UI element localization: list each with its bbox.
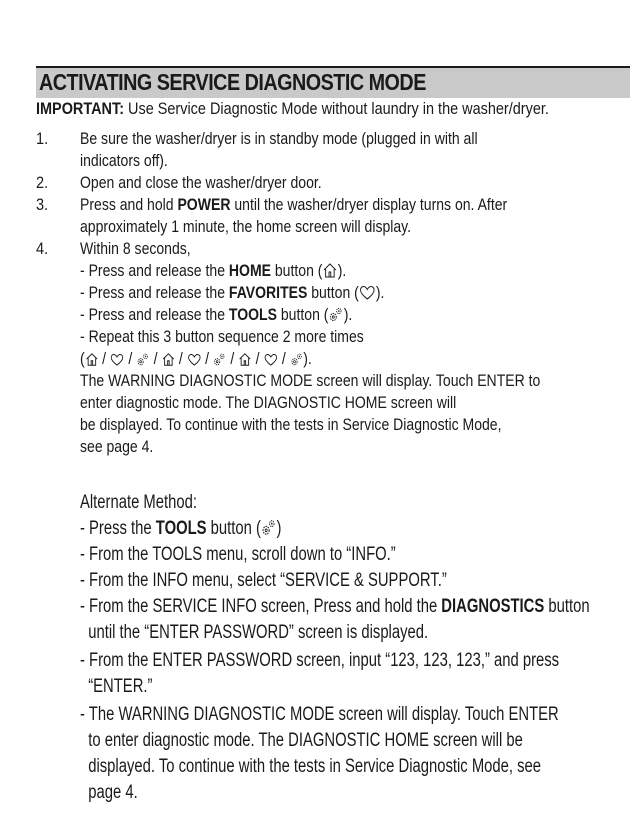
step-number: 2. (36, 174, 49, 192)
important-label: IMPORTANT: (36, 99, 125, 118)
home-icon (322, 262, 337, 279)
alt-support-instruction: - From the INFO menu, select “SERVICE & SUPPORT.” (80, 570, 447, 591)
home-instruction: - Press and release the HOME button ( ). (80, 262, 347, 280)
heart-icon (187, 353, 201, 367)
tools-instruction: - Press and release the TOOLS button ( ). (80, 306, 353, 324)
alt-warning-continued: displayed. To continue with the tests in Service Diagnostic Mode, see (80, 756, 542, 777)
step-text: Within 8 seconds, (80, 240, 191, 258)
section-heading: ACTIVATING SERVICE DIAGNOSTIC MODE (39, 69, 426, 95)
important-note (36, 99, 580, 119)
alt-info-instruction: - From the TOOLS menu, scroll down to “INFO.” (80, 544, 396, 565)
step-text: indicators off). (80, 152, 168, 170)
tools-icon (136, 352, 150, 367)
step-text: enter diagnostic mode. The DIAGNOSTIC HOME screen will (80, 394, 457, 412)
alt-warning-instruction: - The WARNING DIAGNOSTIC MODE screen will display. Touch ENTER (80, 704, 559, 725)
home-icon (161, 352, 175, 367)
step-text: Be sure the washer/dryer is in standby mode (plugged in with all (80, 130, 478, 148)
alt-password-instruction: - From the ENTER PASSWORD screen, input “123, 123, 123,” and press (80, 650, 560, 671)
step-text: be displayed. To continue with the tests in Service Diagnostic Mode, (80, 416, 502, 434)
alt-warning-continued: page 4. (80, 782, 138, 803)
home-icon (85, 352, 99, 367)
heart-icon (110, 353, 124, 367)
important-text: Use Service Diagnostic Mode without laundry in the washer/dryer. (124, 99, 549, 118)
tools-icon (328, 306, 343, 323)
repeat-instruction: - Repeat this 3 button sequence 2 more times (80, 328, 364, 346)
tools-icon (261, 518, 277, 537)
tools-icon (213, 352, 227, 367)
tools-icon (290, 352, 304, 367)
section-heading-bar (36, 66, 630, 98)
step-text: see page 4. (80, 438, 154, 456)
step-text: Press and hold POWER until the washer/dryer display turns on. After (80, 196, 508, 214)
alt-diagnostics-continued: until the “ENTER PASSWORD” screen is displayed. (80, 622, 429, 643)
step-text: The WARNING DIAGNOSTIC MODE screen will display. Touch ENTER to (80, 372, 541, 390)
step-text: Open and close the washer/dryer door. (80, 174, 322, 192)
heart-icon (263, 353, 277, 367)
button-sequence: ( / / / / / / / / ). (80, 350, 312, 368)
step-text: approximately 1 minute, the home screen will display. (80, 218, 412, 236)
alternate-title: Alternate Method: (80, 492, 197, 513)
step-number: 1. (36, 130, 49, 148)
power-label: POWER (177, 196, 231, 214)
alt-warning-continued: to enter diagnostic mode. The DIAGNOSTIC HOME screen will be (80, 730, 523, 751)
favorites-instruction: - Press and release the FAVORITES button ( ). (80, 284, 385, 302)
home-icon (238, 352, 252, 367)
heart-icon (359, 285, 376, 301)
alt-password-continued: “ENTER.” (80, 676, 153, 697)
alt-diagnostics-instruction: - From the SERVICE INFO screen, Press and hold the DIAGNOSTICS button (80, 596, 590, 617)
alt-tools-instruction: - Press the TOOLS button ( ) (80, 518, 282, 539)
step-number: 3. (36, 196, 49, 214)
step-number: 4. (36, 240, 49, 258)
